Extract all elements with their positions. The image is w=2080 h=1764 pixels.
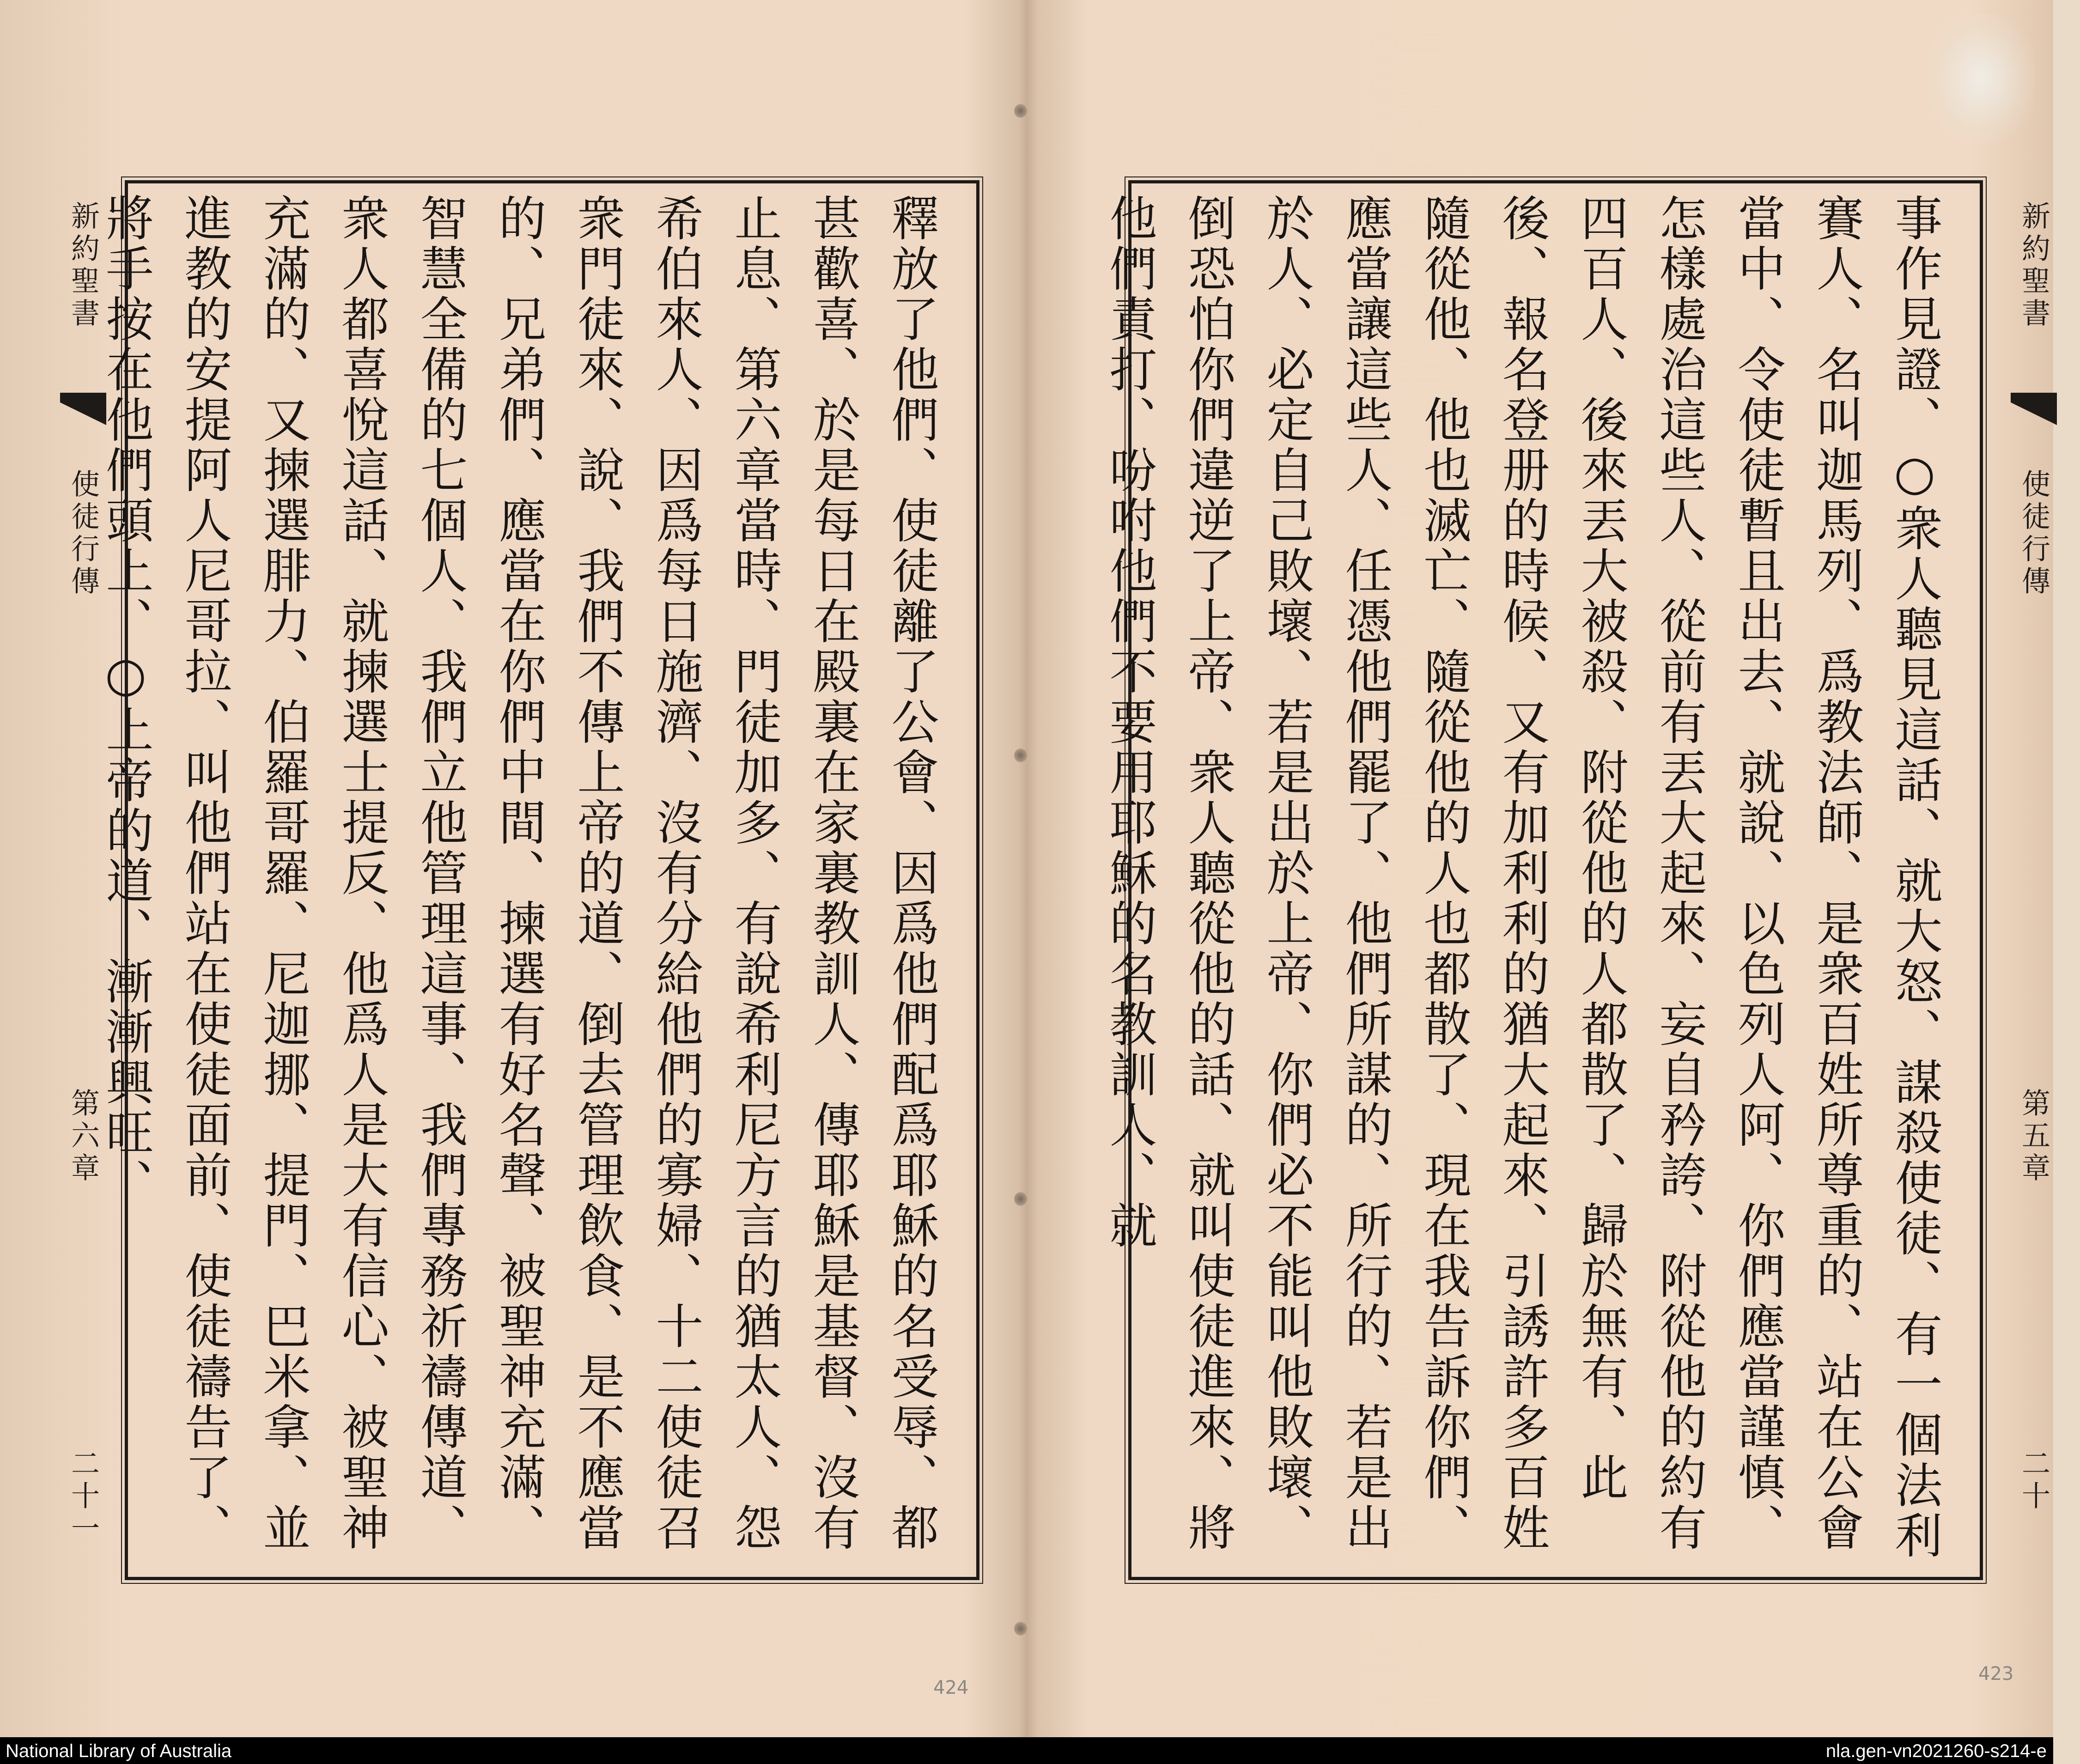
page-number: 二十 [2017, 1448, 2051, 1513]
chapter-label: 第六章 [66, 1088, 100, 1185]
footer-identifier: nla.gen-vn2021260-s214-e [1825, 1741, 2047, 1761]
fishtail-mark-icon [2011, 393, 2057, 425]
right-page-margin [1988, 182, 2080, 1582]
paper-stain [1928, 14, 2035, 143]
chapter-label: 第五章 [2017, 1088, 2051, 1185]
body-text: 事作見證、○衆人聽見這話、就大怒、謀殺使徒、有一個法利賽人、名叫迦馬列、爲教法師、是衆百姓所尊重的、站在公會當中、令使徒暫且出去、就說、以色列人阿、你們應當謹慎、怎樣處治這些人、從前有丟大起來、妄自矜誇、附從他的約有四百人、後來丟大被殺、附從他的人都散了、歸於無有、此後、報名登册的時候、又有加利利的猶大起來、引誘許多百姓隨從他、他也滅亡、隨從他的人也都散了、現在我告訴你們、應當讓這些人、任憑他們罷了、他們所謀的、所行的、若是出於人、必定自己敗壞、若是出於上帝、你們必不能叫他敗壞、倒恐怕你們違逆了上帝、衆人聽從他的話、就叫使徒進來、將他們責打、吩咐他們不要用耶穌的名教訓人、就 [1101, 194, 1942, 1561]
footer-bar [0, 1737, 2053, 1764]
book-title: 使徒行傳 [2017, 469, 2051, 598]
body-text: 釋放了他們、使徒離了公會、因爲他們配爲耶穌的名受辱、都甚歡喜、於是每日在殿裏在家裏教訓人、傳耶穌是基督、沒有止息、第六章當時、門徒加多、有說希利尼方言的猶太人、怨希伯來人、因爲每日施濟、沒有分給他們的寡婦、十二使徒召衆門徒來、說、我們不傳上帝的道、倒去管理飲食、是不應當的、兄弟們、應當在你們中間、揀選有好名聲、被聖神充滿、智慧全備的七個人、我們立他管理這事、我們專務祈禱傳道、衆人都喜悅這話、就揀選士提反、他爲人是大有信心、被聖神充滿的、又揀選腓力、伯羅哥羅、尼迦挪、提門、巴米拿、並進教的安提阿人尼哥拉、叫他們站在使徒面前、使徒禱告了、將手按在他們頭上、○上帝的道、漸漸興旺、 [98, 194, 939, 1553]
binding-hole [1014, 104, 1027, 118]
left-page [0, 0, 1027, 1737]
running-title: 新約聖書 [2017, 201, 2051, 330]
footer-credit: National Library of Australia [6, 1741, 232, 1761]
pencil-page-note: 424 [933, 1677, 969, 1698]
page-number: 二十一 [66, 1448, 100, 1545]
binding-hole [1014, 748, 1027, 762]
binding-hole [1014, 1192, 1027, 1206]
running-title: 新約聖書 [66, 201, 100, 330]
binding-hole [1014, 1622, 1027, 1636]
text-frame [1101, 180, 1983, 1580]
pencil-page-note: 423 [1978, 1663, 2014, 1685]
book-title: 使徒行傳 [66, 469, 100, 598]
right-page [1027, 0, 2053, 1737]
text-frame [98, 180, 979, 1580]
